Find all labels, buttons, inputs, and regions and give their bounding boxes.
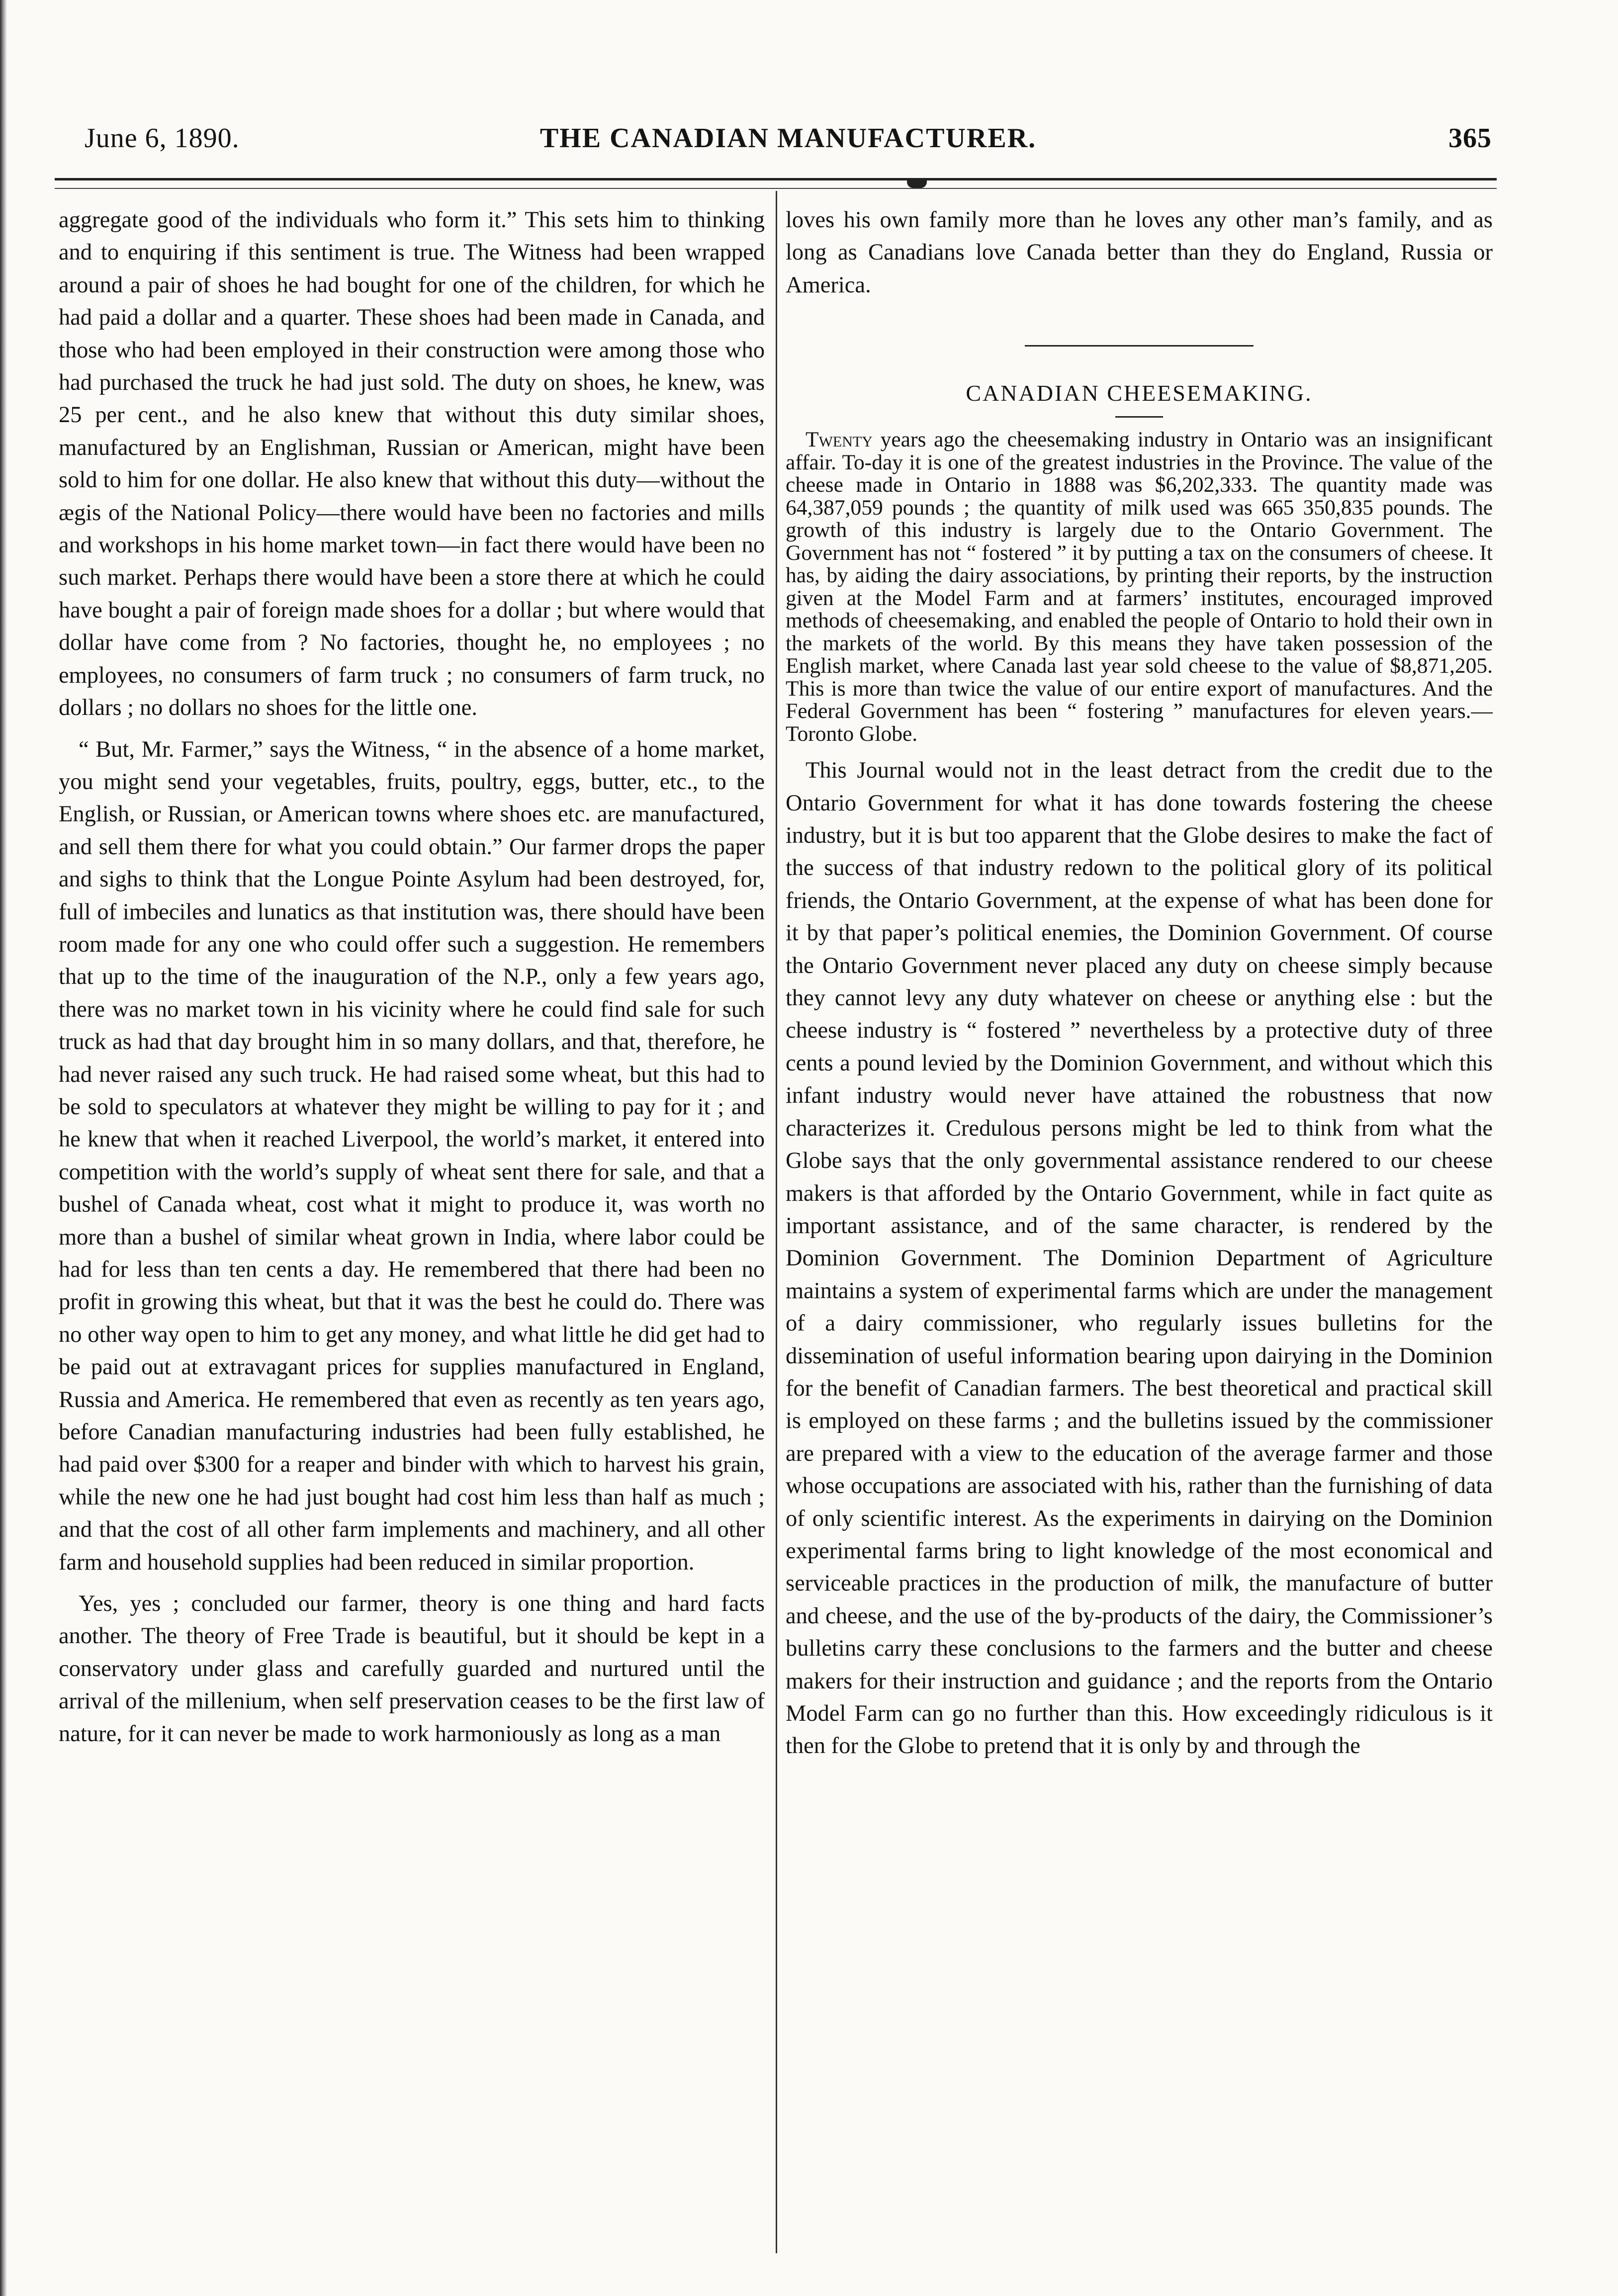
page-header bbox=[85, 122, 1492, 167]
section-divider bbox=[1025, 345, 1254, 347]
quote-body: years ago the cheesemaking industry in Ontario was an insignificant affair. To-day it is one of the greatest industries in the Province. The value of the cheese made in Ontario in 1888 was $6,202,333. The quantity made was 64,387,059 pounds ; the quantity of milk used was 665 350,835 pounds. The growth of this industry is largely due to the Ontario Government. The Government has not “ fostered ” it by putting a tax on the consumers of cheese. It has, by aiding the dairy associations, by printing their reports, by the instruction given at the Model Farm and at farmers’ institutes, encouraged improved methods of cheesemaking, and enabled the people of Ontario to hold their own in the markets of the world. By this means they have taken possession of the English market, where Canada last year sold cheese to the value of $8,871,205. This is more than twice the value of our entire export of manufactures. And the Federal Government has been “ fostering ” manufactures for eleven years.—Toronto Globe. bbox=[786, 428, 1493, 746]
right-column bbox=[786, 204, 1493, 1763]
article-heading: CANADIAN CHEESEMAKING. bbox=[966, 380, 1313, 406]
column-divider bbox=[776, 191, 777, 2253]
left-column bbox=[59, 204, 765, 1750]
header-ornament bbox=[907, 179, 927, 188]
article-body: This Journal would not in the least detract from the credit due to the Ontario Government for what it has done towards fostering the cheese industry, but it is but too apparent that the Globe desires to make the fact of the success of that industry redown to the political glory of its political friends, the Ontario Government, at the expense of what has been done for it by that paper’s political enemies, the Dominion Government. Of course the Ontario Government never placed any duty on cheese simply because they cannot levy any duty whatever on cheese or anything else : but the cheese industry is “ fostered ” nevertheless by a protective duty of three cents a pound levied by the Dominion Government, and without which this infant industry would never have attained the robustness that now characterizes it. Credulous persons might be led to think from what the Globe says that the only governmental assistance rendered to our cheese makers is that afforded by the Ontario Government, while in fact quite as important assistance, and of the same character, is rendered by the Dominion Government. The Dominion Department of Agriculture maintains a system of experimental farms which are under the management of a dairy commissioner, who regularly issues bulletins for the dissemination of useful information bearing upon dairying in the Dominion for the benefit of Canadian farmers. The best theoretical and practical skill is employed on these farms ; and the bulletins issued by the commissioner are prepared with a view to the education of the average farmer and those whose occupations are associated with his, rather than the furnishing of data of only scientific interest. As the experiments in dairying on the Dominion experimental farms bring to light knowledge of the most economical and serviceable practices in the production of milk, the manufacture of butter and cheese, and the use of the by-products of the dairy, the Commissioner’s bulletins carry these conclusions to the farmers and the butter and cheese makers for their instruction and guidance ; and the reports from the Ontario Model Farm can go no further than this. How exceedingly ridiculous is it then for the Globe to pretend that it is only by and through the bbox=[786, 758, 1493, 1759]
quote-lead-word: Twenty bbox=[806, 428, 873, 452]
left-paragraph-2: “ But, Mr. Farmer,” says the Witness, “ in the absence of a home market, you might send your vegetables, fruits, poultry, eggs, butter, etc., to the English, or Russian, or American towns where shoes etc. are manufactured, and sell them there for what you could obtain.” Our farmer drops the paper and sighs to think that the Longue Pointe Asylum had been destroyed, for, full of imbeciles and lunatics as that institution was, there should have been room made for any one who could offer such a suggestion. He remembers that up to the time of the inauguration of the N.P., only a few years ago, there was no market town in his vicinity where he could find sale for such truck as had that day brought him in so many dollars, and that, therefore, he had never raised any such truck. He had raised some wheat, but this had to be sold to speculators at whatever they might be willing to pay for it ; and he knew that when it reached Liverpool, the world’s market, it entered into competition with the world’s supply of wheat sent there for sale, and that a bushel of Canada wheat, cost what it might to produce it, was worth no more than a bushel of similar wheat grown in India, where labor could be had for less than ten cents a day. He remembered that there had been no profit in growing this wheat, but that it was the best he could do. There was no other way open to him to get any money, and what little he did get had to be paid out at extravagant prices for supplies manufactured in England, Russia and America. He remembered that even as recently as ten years ago, before Canadian manufacturing industries had been fully established, he had paid over $300 for a reaper and binder with which to harvest his grain, while the new one he had just bought had cost him less than half as much ; and that the cost of all other farm implements and machinery, and all other farm and household supplies had been reduced in similar proportion. bbox=[59, 736, 765, 1575]
left-paragraph-1: aggregate good of the individuals who form it.” This sets him to thinking and to enquiring if this sentiment is true. The Witness had been wrapped around a pair of shoes he had bought for one of the children, for which he had paid a dollar and a quarter. These shoes had been made in Canada, and those who had been employed in their construction were among those who had purchased the truck he had just sold. The duty on shoes, he knew, was 25 per cent., and he also knew that without this duty similar shoes, manufactured by an Englishman, Russian or American, might have been sold to him for one dollar. He also knew that without this duty—without the ægis of the National Policy—there would have been no factories and mills and workshops in his home market town—in fact there would have been no such market. Perhaps there would have been a store there at which he could have bought a pair of foreign made shoes for a dollar ; but where would that dollar have come from ? No factories, thought he, no employees ; no employees, no consumers of farm truck ; no consumers of farm truck, no dollars ; no dollars no shoes for the little one. bbox=[59, 207, 765, 721]
heading-underline bbox=[1115, 416, 1163, 418]
page-edge-shadow bbox=[0, 0, 7, 2296]
issue-date: June 6, 1890. bbox=[85, 123, 240, 154]
left-paragraph-3: Yes, yes ; concluded our farmer, theory is one thing and hard facts another. The theory of Free Trade is beautiful, but it should be kept in a conservatory under glass and carefully guarded and nurtured until the arrival of the millenium, when self preservation ceases to be the first law of nature, for it can never be made to work harmoniously as long as a man bbox=[59, 1591, 765, 1747]
right-continuation: loves his own family more than he loves any other man’s family, and as long as Canadians love Canada better than they do England, Russia or America. bbox=[786, 207, 1493, 298]
publication-title: THE CANADIAN MANUFACTURER. bbox=[539, 123, 1037, 154]
quoted-excerpt bbox=[786, 429, 1493, 745]
header-rule-thin bbox=[55, 188, 1497, 189]
page-number: 365 bbox=[1448, 123, 1492, 154]
header-rule bbox=[55, 178, 1497, 180]
